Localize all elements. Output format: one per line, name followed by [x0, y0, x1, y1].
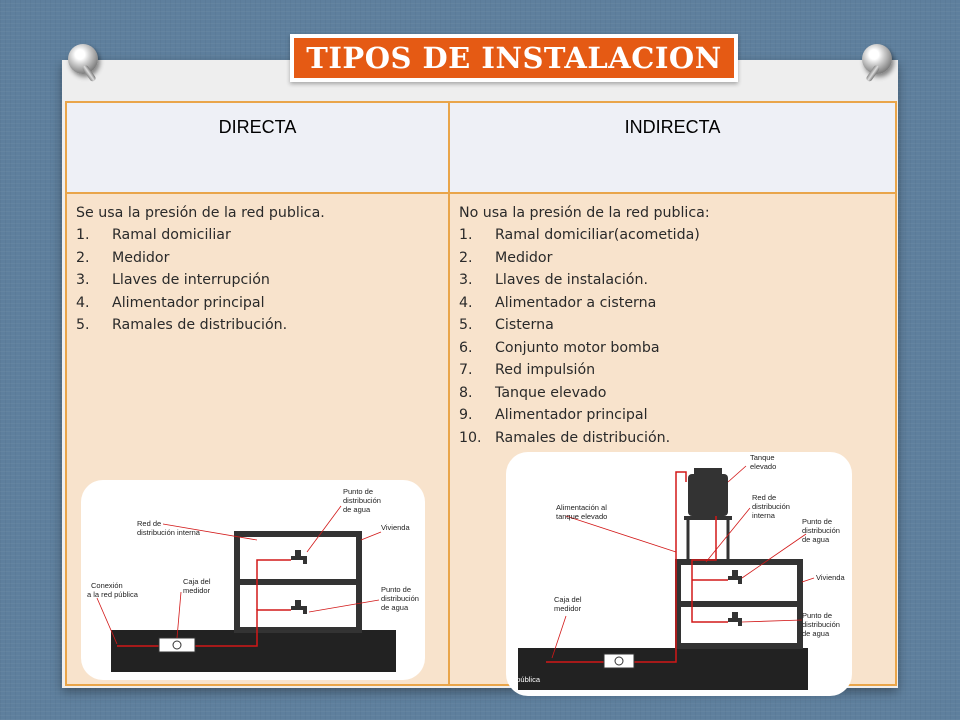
- pushpin-icon: [862, 44, 892, 74]
- indirect-installation-diagram: [506, 452, 852, 696]
- directa-list: [67, 224, 448, 337]
- svg-text:Red dedistribucióninterna: Red de distribución interna: [752, 493, 790, 520]
- table-body-row: [66, 193, 896, 685]
- svg-text:Punto dedistribuciónde agua: Punto de distribución de agua: [343, 487, 381, 514]
- list-item: 3. Llaves de interrupción: [76, 272, 270, 288]
- svg-text:Punto dedistribuciónde agua: Punto de distribución de agua: [802, 517, 840, 544]
- indirecta-intro: No usa la presión de la red publica:: [459, 205, 710, 221]
- svg-text:d pública: d pública: [510, 675, 541, 684]
- list-item: 2. Medidor: [459, 249, 553, 266]
- list-item: 2. Medidor: [76, 249, 170, 266]
- slide-title: TIPOS DE INSTALACION: [294, 38, 734, 78]
- list-item: 5. Ramales de distribución.: [76, 317, 288, 333]
- list-item: 4. Alimentador a cisterna: [459, 294, 657, 311]
- title-box: [290, 34, 738, 82]
- header-indirecta: INDIRECTA: [449, 102, 896, 193]
- list-item: 6. Conjunto motor bomba: [459, 339, 660, 356]
- cell-directa: [66, 193, 449, 685]
- pushpin-icon: [68, 44, 98, 74]
- svg-text:Vivienda: Vivienda: [381, 523, 410, 532]
- list-item: 10. Ramales de distribución.: [459, 429, 671, 446]
- svg-text:Caja delmedidor: Caja del medidor: [183, 577, 211, 595]
- list-item: 8. Tanque elevado: [459, 384, 607, 401]
- svg-text:Alimentación altanque elevado: Alimentación al tanque elevado: [556, 503, 608, 521]
- comparison-table: [65, 101, 897, 686]
- svg-text:Tanqueelevado: Tanque elevado: [750, 453, 777, 471]
- header-directa: DIRECTA: [66, 102, 449, 193]
- list-item: 7. Red impulsión: [459, 362, 596, 378]
- cell-indirecta: [449, 193, 896, 685]
- list-item: 5. Cisterna: [459, 317, 554, 333]
- svg-text:Caja delmedidor: Caja del medidor: [554, 595, 582, 613]
- svg-text:Punto dedistribuciónde agua: Punto de distribución de agua: [381, 585, 419, 612]
- svg-text:Vivienda: Vivienda: [816, 573, 845, 582]
- indirecta-list: [450, 224, 895, 449]
- list-item: 9. Alimentador principal: [459, 407, 648, 423]
- list-item: 4. Alimentador principal: [76, 294, 265, 311]
- table-header-row: [66, 102, 896, 193]
- svg-text:Punto dedistribuciónde agua: Punto de distribución de agua: [802, 611, 840, 638]
- svg-text:Conexióna la red pública: Conexión a la red pública: [87, 581, 138, 599]
- list-item: 1. Ramal domiciliar(acometida): [459, 227, 700, 243]
- list-item: 3. Llaves de instalación.: [459, 272, 648, 288]
- svg-text:Red dedistribución interna: Red de distribución interna: [137, 519, 200, 537]
- list-item: 1. Ramal domiciliar: [76, 227, 231, 243]
- directa-intro: Se usa la presión de la red publica.: [76, 205, 325, 221]
- direct-installation-diagram: [81, 480, 425, 680]
